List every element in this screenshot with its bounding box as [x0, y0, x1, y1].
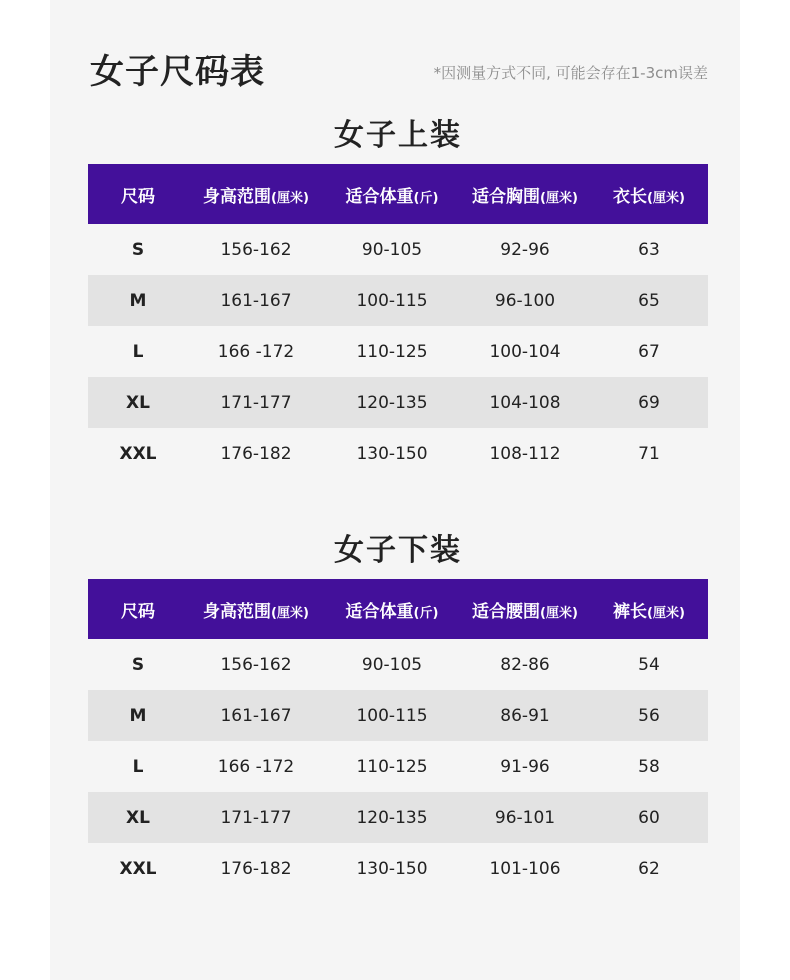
- length-cell: 62: [590, 843, 708, 894]
- weight-cell: 100-115: [324, 690, 460, 741]
- height-cell: 161-167: [188, 690, 324, 741]
- waist-cell: 91-96: [460, 741, 590, 792]
- column-header-height: 身高范围(厘米): [188, 579, 324, 639]
- length-cell: 54: [590, 639, 708, 690]
- height-cell: 156-162: [188, 639, 324, 690]
- size-cell: XL: [88, 377, 188, 428]
- column-header-pants-length: 裤长(厘米): [590, 579, 708, 639]
- height-cell: 171-177: [188, 792, 324, 843]
- weight-cell: 110-125: [324, 741, 460, 792]
- length-cell: 63: [590, 224, 708, 275]
- waist-cell: 86-91: [460, 690, 590, 741]
- column-header-size: 尺码: [88, 579, 188, 639]
- waist-cell: 82-86: [460, 639, 590, 690]
- table-row: [88, 326, 708, 377]
- size-cell: L: [88, 326, 188, 377]
- table-row: [88, 690, 708, 741]
- size-cell: XL: [88, 792, 188, 843]
- table-header-row: [88, 579, 708, 639]
- weight-cell: 100-115: [324, 275, 460, 326]
- column-header-chest: 适合胸围(厘米): [460, 164, 590, 224]
- height-cell: 171-177: [188, 377, 324, 428]
- tops-size-table: [88, 164, 708, 479]
- height-cell: 176-182: [188, 428, 324, 479]
- chest-cell: 100-104: [460, 326, 590, 377]
- page-title: 女子尺码表: [90, 52, 265, 92]
- table-header-row: [88, 164, 708, 224]
- size-cell: M: [88, 690, 188, 741]
- height-cell: 161-167: [188, 275, 324, 326]
- weight-cell: 130-150: [324, 428, 460, 479]
- column-header-garment-length: 衣长(厘米): [590, 164, 708, 224]
- length-cell: 69: [590, 377, 708, 428]
- column-header-weight: 适合体重(斤): [324, 164, 460, 224]
- length-cell: 71: [590, 428, 708, 479]
- chest-cell: 104-108: [460, 377, 590, 428]
- table-row: [88, 792, 708, 843]
- table-row: [88, 843, 708, 894]
- column-header-size: 尺码: [88, 164, 188, 224]
- weight-cell: 90-105: [324, 224, 460, 275]
- weight-cell: 120-135: [324, 792, 460, 843]
- table-row: [88, 741, 708, 792]
- height-cell: 166 -172: [188, 741, 324, 792]
- table-row: [88, 224, 708, 275]
- table-row: [88, 275, 708, 326]
- size-cell: S: [88, 224, 188, 275]
- chest-cell: 96-100: [460, 275, 590, 326]
- table-row: [88, 377, 708, 428]
- bottoms-size-table: [88, 579, 708, 894]
- weight-cell: 120-135: [324, 377, 460, 428]
- chest-cell: 92-96: [460, 224, 590, 275]
- weight-cell: 90-105: [324, 639, 460, 690]
- length-cell: 65: [590, 275, 708, 326]
- length-cell: 56: [590, 690, 708, 741]
- chest-cell: 108-112: [460, 428, 590, 479]
- bottoms-section-title: 女子下装: [334, 533, 462, 568]
- length-cell: 58: [590, 741, 708, 792]
- weight-cell: 110-125: [324, 326, 460, 377]
- size-cell: M: [88, 275, 188, 326]
- size-cell: XXL: [88, 428, 188, 479]
- length-cell: 60: [590, 792, 708, 843]
- tops-section-title: 女子上装: [334, 118, 462, 153]
- column-header-waist: 适合腰围(厘米): [460, 579, 590, 639]
- size-cell: L: [88, 741, 188, 792]
- length-cell: 67: [590, 326, 708, 377]
- height-cell: 156-162: [188, 224, 324, 275]
- weight-cell: 130-150: [324, 843, 460, 894]
- column-header-weight: 适合体重(斤): [324, 579, 460, 639]
- size-cell: XXL: [88, 843, 188, 894]
- measurement-note: *因测量方式不同, 可能会存在1-3cm误差: [433, 64, 708, 82]
- page-header: [88, 40, 708, 90]
- table-row: [88, 639, 708, 690]
- waist-cell: 101-106: [460, 843, 590, 894]
- size-cell: S: [88, 639, 188, 690]
- column-header-height: 身高范围(厘米): [188, 164, 324, 224]
- height-cell: 176-182: [188, 843, 324, 894]
- waist-cell: 96-101: [460, 792, 590, 843]
- table-row: [88, 428, 708, 479]
- height-cell: 166 -172: [188, 326, 324, 377]
